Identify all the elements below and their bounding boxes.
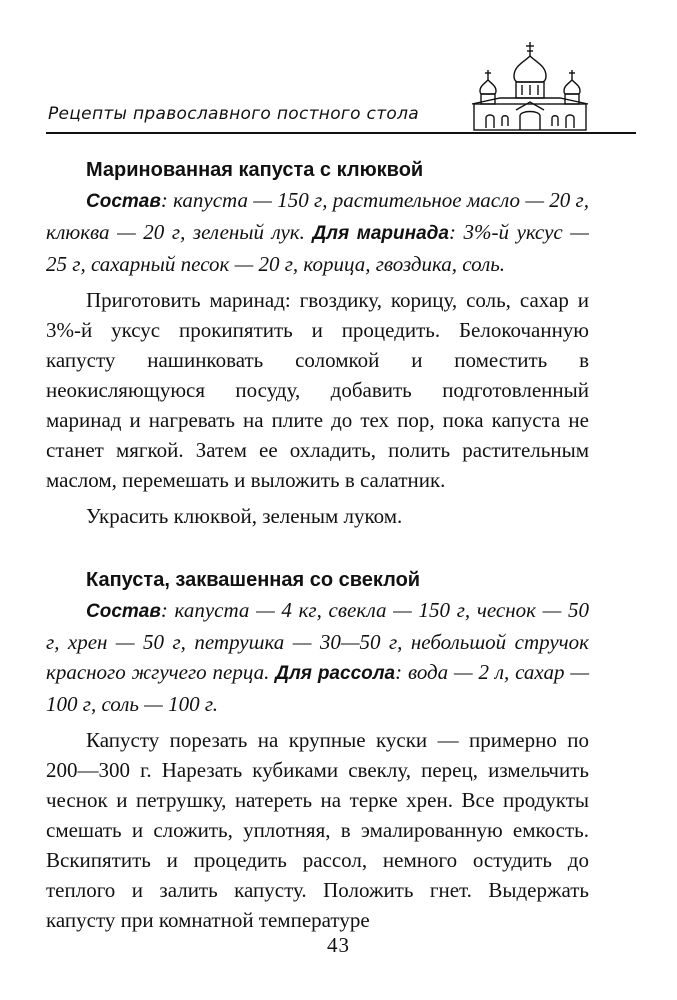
page-number: 43 bbox=[327, 933, 350, 957]
marinade-text: : 3%-й уксус — 25 г, сахарный песок — 20 г, корица, гвоздика, соль. bbox=[46, 220, 589, 276]
recipe bbox=[46, 155, 589, 531]
composition-label: Состав bbox=[86, 191, 161, 212]
cathedral-icon bbox=[464, 40, 596, 132]
composition-text: : капуста — 4 кг, свекла — 150 г, чеснок — 50 г, хрен — 50 г, петрушка — 30—50 г, небольшой стручок красного жгучего перца. bbox=[46, 598, 589, 684]
recipe-ingredients bbox=[46, 595, 589, 719]
brine-label: Для рассола bbox=[275, 663, 396, 684]
running-header bbox=[46, 40, 636, 136]
recipe-paragraph: Приготовить маринад: гвоздику, корицу, соль, сахар и 3%-й уксус прокипятить и процедить. Белокочанную капусту нашинковать соломкой и поместить в неокисляющуюся посуду, добавить подготовленный маринад и нагревать на плите до тех пор, пока капуста не станет мягкой. Затем ее охладить, полить растительным маслом, перемешать и выложить в салатник. bbox=[46, 288, 589, 492]
composition-label: Состав bbox=[86, 601, 161, 622]
marinade-label: Для маринада bbox=[312, 223, 449, 244]
header-rule bbox=[46, 132, 636, 134]
page-content bbox=[46, 155, 589, 935]
recipe-title: Капуста, заквашенная со свеклой bbox=[86, 569, 421, 591]
recipe-title: Маринованная капуста с клюквой bbox=[86, 159, 424, 181]
recipe-paragraph: Капусту порезать на крупные куски — примерно по 200—300 г. Нарезать кубиками свеклу, перец, измельчить чеснок и петрушку, натереть на терке хрен. Все продукты смешать и сложить, уплотняя, в эмалированную емкость. Вскипятить и процедить рассол, немного остудить до теплого и залить капусту. Положить гнет. Выдержать капусту при комнатной температуре bbox=[46, 728, 589, 932]
running-header-title: Рецепты православного постного стола bbox=[48, 104, 419, 124]
recipe bbox=[46, 565, 589, 935]
recipe-paragraph: Украсить клюквой, зеленым луком. bbox=[86, 504, 403, 528]
composition-text: : капуста — 150 г, растительное масло — 20 г, клюква — 20 г, зеленый лук. bbox=[46, 188, 589, 244]
brine-text: : вода — 2 л, сахар — 100 г, соль — 100 г. bbox=[46, 660, 589, 716]
recipe-ingredients bbox=[46, 185, 589, 279]
